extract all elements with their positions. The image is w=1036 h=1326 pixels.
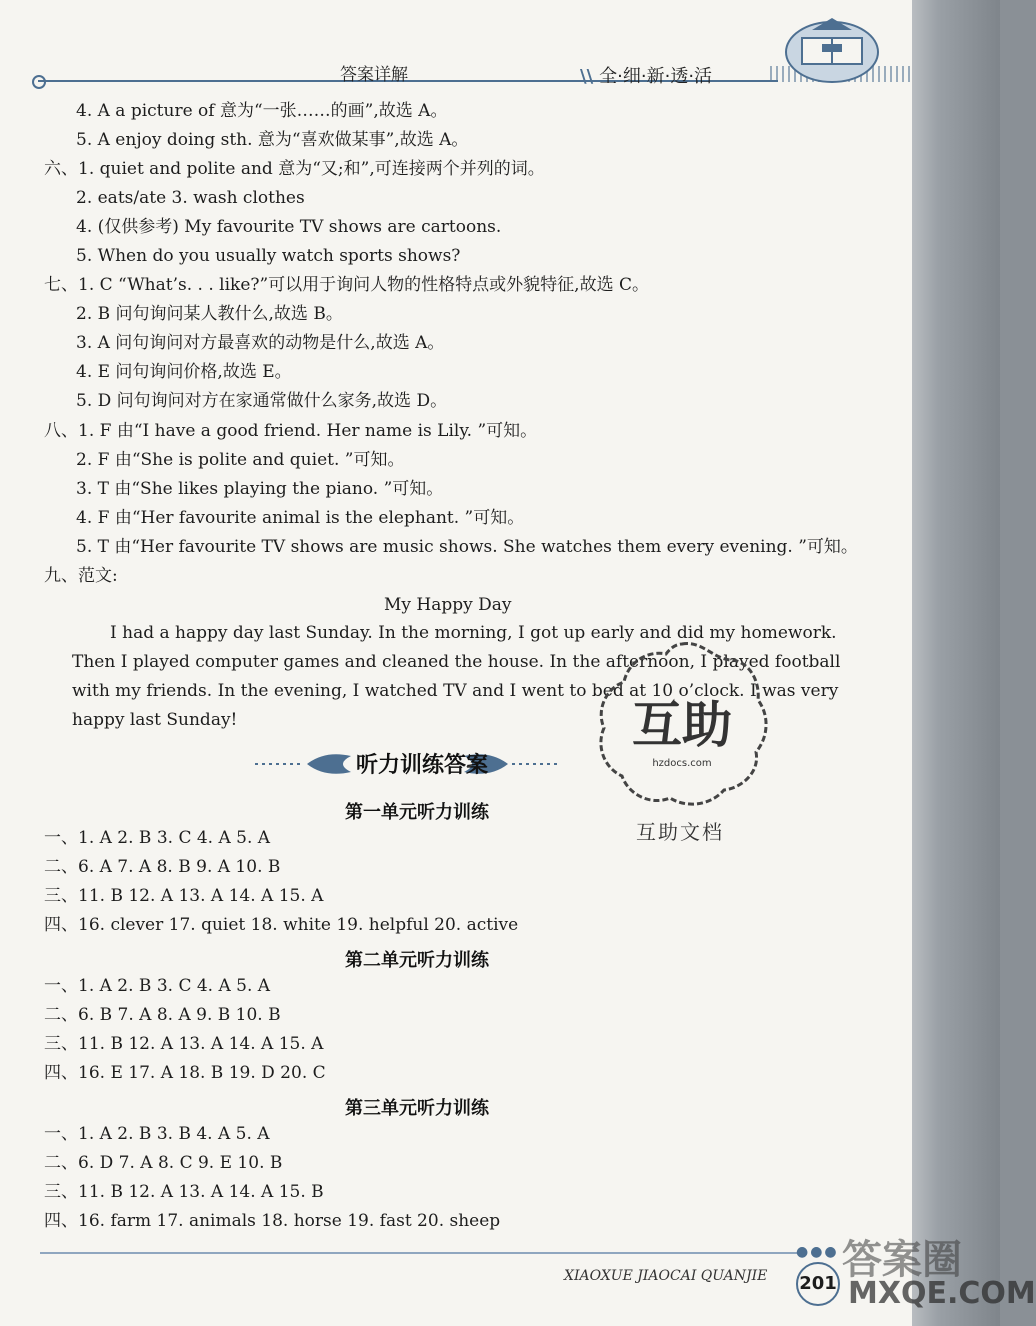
watermark-url: MXQE.COM [848, 1276, 1036, 1311]
book-logo-icon [772, 8, 892, 88]
answer-line: 2. B 问句询问某人教什么,故选 B。 [76, 304, 343, 324]
answer-line: 5. When do you usually watch sports shows? [76, 246, 461, 266]
header-slogan [580, 62, 712, 88]
book-spine [912, 0, 1000, 1326]
listening-banner-title: 听力训练答案 [356, 753, 489, 778]
answer-row: 三、11. B 12. A 13. A 14. A 15. A [44, 886, 324, 906]
essay-line: I had a happy day last Sunday. In the morning, I got up early and did my homework. [110, 623, 837, 643]
answer-row: 二、6. A 7. A 8. B 9. A 10. B [44, 857, 281, 877]
answer-line: 5. A enjoy doing sth. 意为“喜欢做某事”,故选 A。 [76, 130, 469, 150]
header-dot [32, 75, 46, 89]
essay-line: Then I played computer games and cleaned the house. In the afternoon, I played football [72, 652, 841, 672]
answer-row: 一、1. A 2. B 3. B 4. A 5. A [44, 1124, 270, 1144]
essay-line: happy last Sunday! [72, 710, 238, 730]
answer-row: 四、16. E 17. A 18. B 19. D 20. C [44, 1063, 326, 1083]
unit-heading: 第一单元听力训练 [345, 802, 489, 823]
footer-dots-icon: ●●● [796, 1244, 839, 1260]
footer-series: XIAOXUE JIAOCAI QUANJIE [564, 1268, 768, 1284]
page-number: 201 [796, 1262, 840, 1306]
answer-line: 3. A 问句询问对方最喜欢的动物是什么,故选 A。 [76, 333, 445, 353]
stamp-caption: 互助文档 [636, 820, 724, 844]
unit-heading: 第三单元听力训练 [345, 1098, 489, 1119]
slogan-mark-icon: \\ [580, 66, 594, 87]
answer-row: 三、11. B 12. A 13. A 14. A 15. A [44, 1034, 324, 1054]
answer-line: 4. F 由“Her favourite animal is the elephant. ”可知。 [76, 508, 525, 528]
answer-row: 二、6. B 7. A 8. A 9. B 10. B [44, 1005, 281, 1025]
answer-line: 4. (仅供参考) My favourite TV shows are cartoons. [76, 217, 502, 237]
answer-line: 5. D 问句询问对方在家通常做什么家务,故选 D。 [76, 391, 448, 411]
answer-row: 一、1. A 2. B 3. C 4. A 5. A [44, 976, 271, 996]
header-title: 答案详解 [340, 65, 408, 85]
answer-row: 一、1. A 2. B 3. C 4. A 5. A [44, 828, 271, 848]
answer-line: 七、1. C “What’s. . . like?”可以用于询问人物的性格特点或外貌特征,故选 C。 [44, 275, 649, 295]
unit-heading: 第二单元听力训练 [345, 950, 489, 971]
answer-line: 3. T 由“She likes playing the piano. ”可知。 [76, 479, 444, 499]
essay-title: My Happy Day [384, 595, 512, 615]
answer-line: 2. eats/ate 3. wash clothes [76, 188, 305, 208]
stamp-main-text: 互助 [632, 696, 732, 754]
answer-line: 九、范文: [44, 566, 118, 586]
stamp-url-text: hzdocs.com [652, 758, 712, 769]
answer-row: 四、16. clever 17. quiet 18. white 19. helpful 20. active [44, 915, 519, 935]
answer-line: 2. F 由“She is polite and quiet. ”可知。 [76, 450, 405, 470]
stamp-seal-icon [582, 630, 782, 830]
answer-row: 四、16. farm 17. animals 18. horse 19. fast 20. sheep [44, 1211, 501, 1231]
slogan-text: 全·细·新·透·活 [599, 66, 713, 87]
footer-rule [40, 1252, 800, 1254]
watermark-text: 答案圈 [842, 1237, 962, 1283]
essay-line: with my friends. In the evening, I watched TV and I went to bed at 10 o’clock. I was very [72, 681, 839, 701]
answer-row: 二、6. D 7. A 8. C 9. E 10. B [44, 1153, 283, 1173]
answer-line: 六、1. quiet and polite and 意为“又;和”,可连接两个并列的词。 [44, 159, 545, 179]
answer-line: 4. A a picture of 意为“一张……的画”,故选 A。 [76, 101, 448, 121]
answer-line: 4. E 问句询问价格,故选 E。 [76, 362, 292, 382]
answer-line: 5. T 由“Her favourite TV shows are music shows. She watches them every evening. ”可知。 [76, 537, 858, 557]
answer-line: 八、1. F 由“I have a good friend. Her name is Lily. ”可知。 [44, 421, 538, 441]
answer-row: 三、11. B 12. A 13. A 14. A 15. B [44, 1182, 324, 1202]
